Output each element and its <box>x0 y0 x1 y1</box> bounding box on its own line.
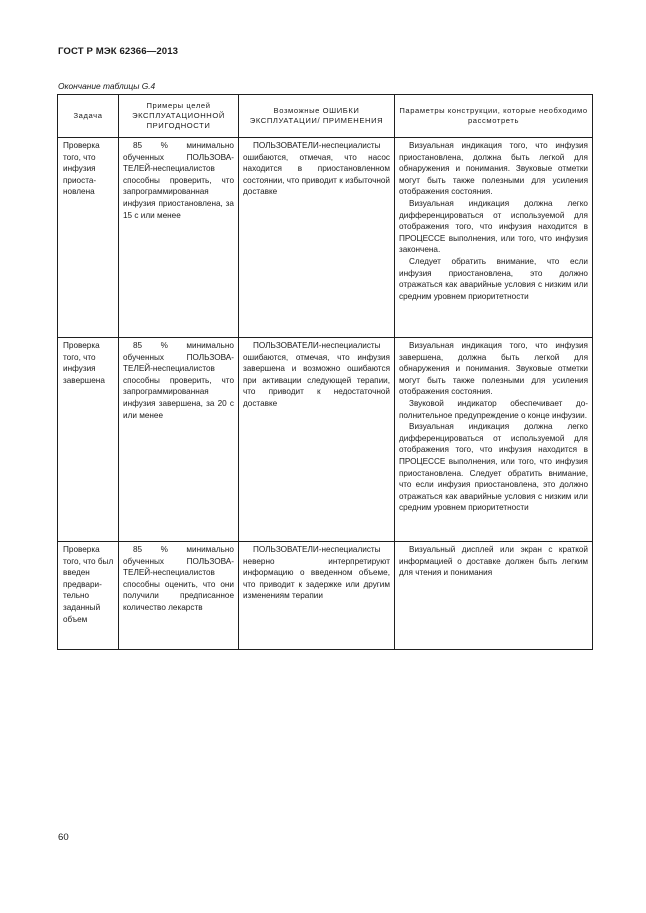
column-header-goals: Примеры целей ЭКСПЛУАТАЦИОННОЙ ПРИГОДНОСТИ <box>119 95 239 138</box>
task-cell: Проверка того, что инфузия завершена <box>58 338 119 542</box>
column-header-errors: Возможные ОШИБКИ ЭКСПЛУАТАЦИИ/ ПРИМЕНЕНИЯ <box>239 95 395 138</box>
params-cell <box>395 138 593 338</box>
page-number: 60 <box>58 832 69 843</box>
goal-cell: 85 % минимально обученных ПОЛЬЗОВАТЕЛЕЙ-неспециалистов способны проверить, что запрограммированная инфузия завершена, за 20 с или менее <box>119 338 239 542</box>
params-paragraph: Визуальный дисплей или экран с краткой информацией о доставке должен быть легким для чтения и понимания <box>399 545 588 578</box>
error-cell: ПОЛЬЗОВАТЕЛИ-неспециалисты ошибаются, отмечая, что инфузия завершена и возможно ошибаются при активации следующей терапии, что приводит к недостаточной доставке <box>239 338 395 542</box>
error-cell: ПОЛЬЗОВАТЕЛИ-неспециалисты ошибаются, отмечая, что насос находится в приостановленном состоянии, что приводит к избыточной доставке <box>239 138 395 338</box>
params-paragraph: Визуальная индикация должна легко дифференцироваться от используемой для отображения того, что инфузия находится в ПРОЦЕССЕ выполнения, или того, что инфузия закончена. <box>399 198 588 255</box>
params-paragraph: Визуальная индикация того, что инфузия завершена, должна быть легкой для обнаружения и понимания. Звуковые отметки могут быть также полезными для усиления отображения состояния. <box>399 341 588 397</box>
params-paragraph: Визуальная индикация должна легко дифференцироваться от используемой для отображения того, что инфузия находится в ПРОЦЕССЕ выполнения, или того, что инфузия приостановлена. Следует обратить внимание, что если инфузия приостановлена, это должно отражаться как аварийные условия с низким или средним уровнем приоритетности <box>399 422 588 513</box>
params-cell <box>395 338 593 542</box>
table-header-row <box>58 95 593 138</box>
goal-cell: 85 % минимально обученных ПОЛЬЗОВАТЕЛЕЙ-неспециалистов способны проверить, что запрограммированная инфузия приостановлена, за 15 с или менее <box>119 138 239 338</box>
requirements-table <box>57 94 593 650</box>
goal-cell: 85 % минимально обученных ПОЛЬЗОВАТЕЛЕЙ-неспециалистов способны оценить, что они получили предписанное количество лекарств <box>119 542 239 650</box>
table-caption: Окончание таблицы G.4 <box>58 81 156 91</box>
document-standard-title: ГОСТ Р МЭК 62366—2013 <box>58 46 179 57</box>
params-paragraph: Следует обратить внимание, что если инфузия приостановлена, это должно отражаться как аварийные условия с низким или средним уровнем приоритетности <box>399 256 588 301</box>
task-cell: Проверка того, что инфузия приостановлена <box>58 138 119 338</box>
error-cell: ПОЛЬЗОВАТЕЛИ-неспециалисты неверно интерпретируют информацию о введенном объеме, что приводит к задержке или другим изменениям терапии <box>239 542 395 650</box>
table-row <box>58 138 593 338</box>
task-cell: Проверка того, что был введен предварительно заданный объем <box>58 542 119 650</box>
column-header-task: Задача <box>58 95 119 138</box>
table-row <box>58 542 593 650</box>
params-paragraph: Звуковой индикатор обеспечивает дополнительное предупреждение о конце инфузии. <box>399 398 588 420</box>
column-header-parameters: Параметры конструкции, которые необходимо рассмотреть <box>395 95 593 138</box>
params-paragraph: Визуальная индикация того, что инфузия приостановлена, должна быть легкой для обнаружения и понимания. Звуковые отметки могут быть также полезными для усиления отображения состояния. <box>399 141 588 197</box>
table-row <box>58 338 593 542</box>
params-cell <box>395 542 593 650</box>
